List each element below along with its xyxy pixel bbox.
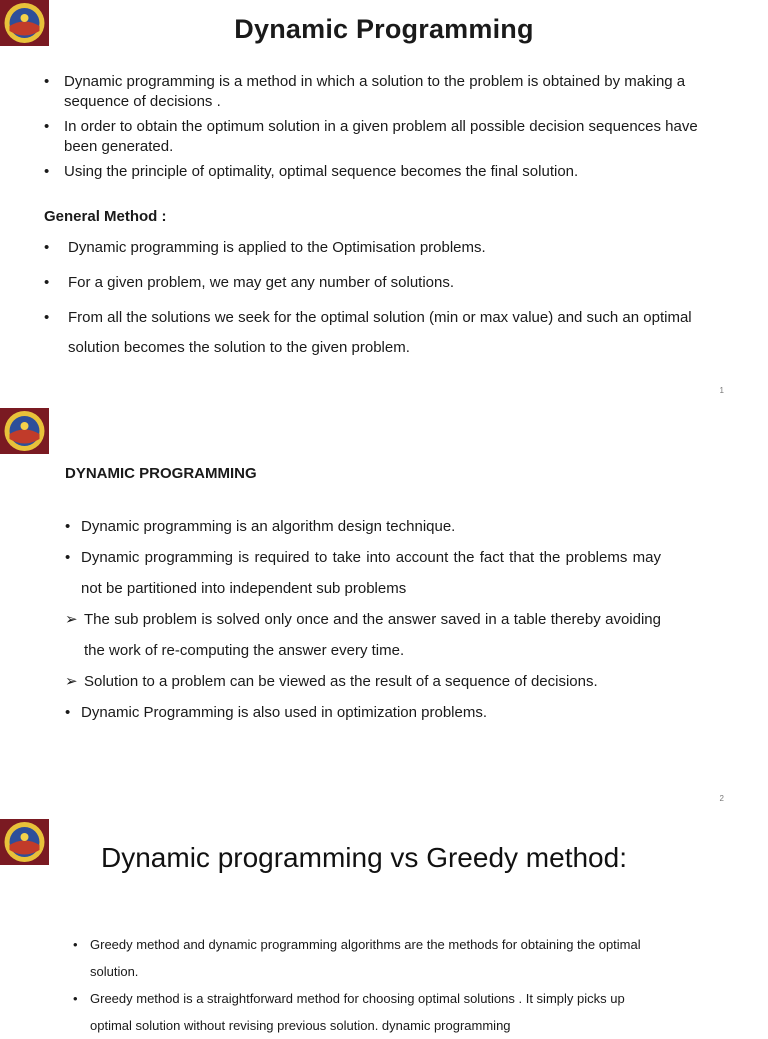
slide-title: Dynamic programming vs Greedy method: xyxy=(101,842,627,873)
general-method-heading: General Method : xyxy=(44,208,167,225)
list-item: • Dynamic programming is applied to the Optimisation problems. xyxy=(44,239,486,256)
intro-bullet-list xyxy=(44,72,724,182)
list-item: • Dynamic programming is a method in which a solution to the problem is obtained by making a sequence of decisions . xyxy=(44,73,686,110)
list-item: • Greedy method is a straightforward method for choosing optimal solutions . It simply picks up optimal solution without revising previous solution. dynamic programming xyxy=(73,991,625,1033)
list-item: • Dynamic Programming is also used in optimization problems. xyxy=(65,704,487,721)
list-item: • From all the solutions we seek for the optimal solution (min or max value) and such an optimal solution becomes the solution to the given problem. xyxy=(44,309,692,356)
page-number: 2 xyxy=(719,794,724,803)
slide-2 xyxy=(0,408,768,811)
university-emblem-icon xyxy=(0,408,49,454)
dp-bullet-list xyxy=(65,511,661,728)
method-bullet-list xyxy=(44,238,734,363)
page-number: 1 xyxy=(719,386,724,395)
list-item: • For a given problem, we may get any number of solutions. xyxy=(44,274,455,291)
slide-1 xyxy=(0,0,768,405)
list-item: • Dynamic programming is required to take into account the fact that the problems may not be partitioned into independent sub problems xyxy=(65,549,661,597)
list-item: • Greedy method and dynamic programming algorithms are the methods for obtaining the optimal solution. xyxy=(73,937,641,979)
comparison-bullet-list xyxy=(73,931,648,1039)
list-item: • Using the principle of optimality, optimal sequence becomes the final solution. xyxy=(44,163,579,180)
section-heading: DYNAMIC PROGRAMMING xyxy=(65,465,257,482)
list-item: ➢ Solution to a problem can be viewed as the result of a sequence of decisions. xyxy=(65,673,598,690)
list-item: • Dynamic programming is an algorithm design technique. xyxy=(65,518,456,535)
list-item: • In order to obtain the optimum solution in a given problem all possible decision sequences have been generated. xyxy=(44,118,698,155)
list-item: ➢ The sub problem is solved only once and the answer saved in a table thereby avoiding the work of re-computing the answer every time. xyxy=(65,611,661,659)
slide-title: Dynamic Programming xyxy=(234,14,534,44)
university-emblem-icon xyxy=(0,819,49,865)
